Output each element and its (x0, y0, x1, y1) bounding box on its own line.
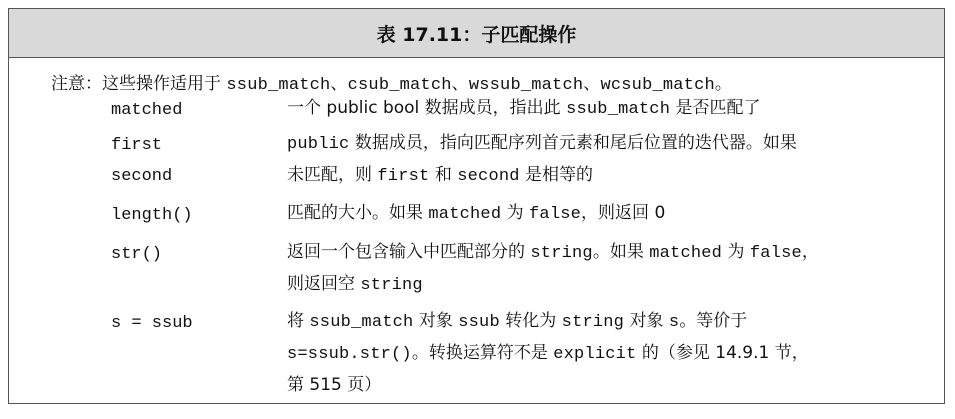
desc-text: 是否匹配了 (670, 98, 761, 118)
code-text: first (377, 167, 430, 186)
row-term-second: second (111, 167, 173, 186)
desc-text: 匹配的大小。如果 (287, 203, 429, 223)
desc-line (287, 338, 937, 370)
code-text: matched (428, 205, 502, 224)
code-text: ssub_match (309, 313, 414, 332)
note-types: ssub_match、csub_match、wssub_match、wcsub_match。 (226, 76, 733, 95)
desc-line (287, 93, 937, 125)
row-desc-length (287, 198, 937, 230)
code-text: string (561, 313, 625, 332)
desc-text: 一个 (287, 98, 327, 118)
note-prefix: 注意：这些操作适用于 (51, 74, 227, 94)
desc-text: 第 515 页） (287, 375, 382, 395)
code-text: false (529, 205, 582, 224)
desc-text: 为 (722, 242, 750, 262)
row-desc-assign (287, 306, 937, 401)
desc-text: 。等价于 (679, 311, 748, 331)
desc-text: 数据成员，指出此 (419, 98, 567, 118)
desc-line (287, 269, 937, 301)
desc-text: 。转换运算符不是 (411, 343, 554, 363)
desc-text: 为 (501, 203, 530, 223)
desc-text: 是相等的 (519, 165, 594, 185)
row-desc-matched (287, 93, 937, 125)
desc-text: 。如果 (592, 242, 650, 262)
code-text: string (530, 244, 593, 263)
desc-text: ， (801, 242, 819, 262)
desc-text: 的（参见 14.9.1 节， (636, 343, 809, 363)
code-text: second (457, 167, 520, 186)
row-term-first: first (111, 136, 163, 155)
desc-text: 对象 (413, 311, 459, 331)
desc-text: 返回一个包含输入中匹配部分的 (287, 242, 531, 262)
table-title: 表 17.11：子匹配操作 (9, 9, 944, 58)
code-text: ssub_match (566, 100, 671, 119)
desc-line (287, 198, 937, 230)
desc-line (287, 370, 937, 401)
row-term-matched: matched (111, 101, 183, 120)
desc-text: 未匹配，则 (287, 165, 378, 185)
code-text: ssub (458, 313, 500, 332)
desc-line (287, 160, 937, 192)
code-text: public (287, 135, 350, 154)
desc-text: 转化为 (499, 311, 562, 331)
code-text: false (749, 244, 802, 263)
table-note (51, 69, 732, 95)
desc-line (287, 237, 937, 269)
desc-line (287, 128, 937, 160)
row-desc-first-second (287, 128, 937, 192)
row-term-length: length() (111, 206, 193, 225)
code-text: string (360, 276, 423, 295)
desc-text: 对象 (624, 311, 669, 331)
code-text: explicit (553, 345, 637, 364)
code-text: s (668, 313, 680, 332)
desc-text: 将 (287, 311, 310, 331)
submatch-operations-table (8, 8, 945, 404)
desc-text: 则返回空 (287, 274, 361, 294)
desc-line (287, 306, 937, 338)
row-term-str: str() (111, 245, 163, 264)
desc-text: 数据成员，指向匹配序列首元素和尾后位置的迭代器。如果 (349, 133, 797, 153)
row-term-assign: s = ssub (111, 314, 193, 333)
row-desc-str (287, 237, 937, 301)
code-text: s=ssub.str() (287, 345, 412, 364)
desc-text: ，则返回 0 (581, 203, 666, 223)
desc-text: public bool (326, 98, 420, 118)
desc-text: 和 (429, 165, 458, 185)
code-text: matched (649, 244, 723, 263)
